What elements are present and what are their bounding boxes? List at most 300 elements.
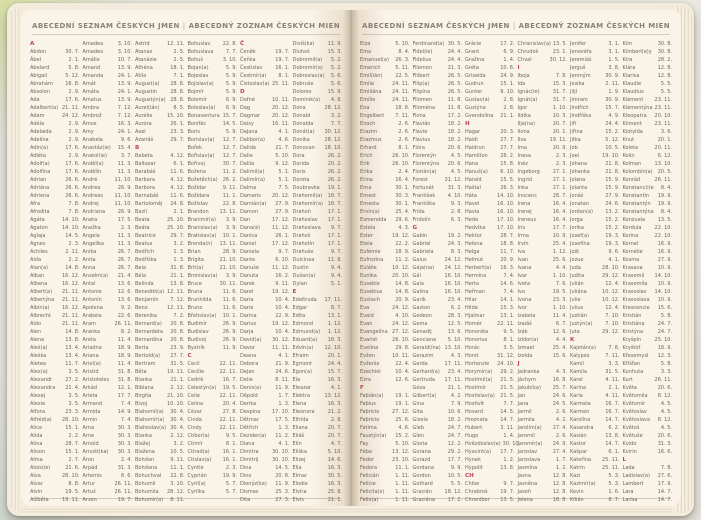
title-slovak: ABECEDNÝ ZOZNAM ČESKÝCH MIEN [188, 22, 341, 30]
nameday-date: 12. 5. [447, 321, 463, 327]
name-text: Konrád [622, 177, 641, 183]
name-text: Johanka [570, 169, 590, 175]
nameday-date: 14. 7. [605, 417, 620, 423]
nameday-date: 16. 2. [275, 273, 290, 279]
name-entry [30, 480, 80, 488]
name-entry [83, 424, 133, 432]
name-text: Faustýn(a) [360, 433, 387, 439]
nameday-date: 28. 7. [552, 193, 568, 199]
nameday-date: 11. 6. [222, 305, 237, 311]
name-entry [518, 344, 568, 352]
name-text: Gizela [412, 417, 428, 423]
name-text: Gerda [412, 361, 428, 367]
name-entry [188, 216, 238, 224]
name-text: Arna [82, 425, 95, 431]
name-text: Jesika [570, 81, 585, 87]
name-entry [465, 352, 515, 360]
name-entry [570, 144, 620, 152]
name-entry [30, 248, 80, 256]
nameday-date: 31. 3. [657, 441, 673, 447]
name-column [413, 40, 463, 504]
name-entry [518, 408, 568, 416]
nameday-date: 30. 11. [219, 281, 237, 287]
name-entry [413, 400, 463, 408]
name-text: Ignát(a) [517, 97, 538, 103]
nameday-date: 30. 10. [502, 441, 521, 447]
nameday-date: 24. 1. [117, 89, 132, 95]
name-text: Drahomil(a) [292, 193, 323, 199]
nameday-date: 26. 7. [117, 249, 132, 255]
name-entry [360, 240, 410, 248]
nameday-date: 15. 7. [327, 369, 342, 375]
name-entry [623, 440, 673, 448]
nameday-date: 30. 10. [272, 449, 290, 455]
nameday-date: 10. 1. [222, 313, 237, 319]
name-entry [360, 248, 410, 256]
name-entry [240, 208, 290, 216]
name-entry [518, 240, 568, 248]
nameday-date: 4. 1. [608, 257, 620, 263]
nameday-date: 3. 10. [222, 57, 237, 63]
name-entry [293, 144, 343, 152]
nameday-date: 30. 12. [272, 337, 290, 343]
nameday-date: 19. 1. [395, 393, 410, 399]
name-text: Areta [82, 337, 96, 343]
name-entry [518, 120, 568, 128]
name-entry [518, 88, 568, 96]
name-entry [83, 80, 133, 88]
name-text: Gudrun [465, 81, 484, 87]
nameday-date: 15. 2. [605, 217, 620, 223]
name-entry [518, 136, 568, 144]
nameday-date: 30. 12. [324, 129, 342, 135]
name-entry [465, 48, 515, 56]
nameday-date: 11. 10. [114, 177, 132, 183]
nameday-date: 2. 12. [170, 433, 185, 439]
name-entry [135, 112, 185, 120]
name-text: Gorana [412, 449, 431, 455]
nameday-date: 10. 9. [657, 281, 673, 287]
nameday-date: 17. 6. [65, 145, 80, 151]
name-entry [465, 232, 515, 240]
name-text: Alexandr [30, 377, 53, 383]
name-entry [135, 64, 185, 72]
name-entry [83, 104, 133, 112]
name-text: Alexej [30, 393, 46, 399]
name-text: Hroznata [465, 417, 488, 423]
name-text: Hugo [465, 433, 479, 439]
name-text: Flavie [412, 129, 428, 135]
name-entry [135, 432, 185, 440]
nameday-date: 14. 5. [500, 409, 515, 415]
name-entry [465, 80, 515, 88]
name-entry [293, 448, 343, 456]
nameday-date: 30. 9. [605, 97, 620, 103]
name-entry [570, 488, 620, 496]
nameday-date: 18. 3. [327, 337, 342, 343]
nameday-date: 16. 7. [605, 401, 620, 407]
name-text: Květa [622, 385, 637, 391]
name-entry [135, 360, 185, 368]
name-entry [465, 464, 515, 472]
name-text: Ivan [517, 257, 529, 263]
nameday-date: 11. 4. [117, 361, 132, 367]
name-text: Evan [360, 321, 373, 327]
name-text: Edmond [292, 321, 314, 327]
name-text: Filip(a) [412, 81, 430, 87]
nameday-date: 15. 10. [167, 113, 185, 119]
nameday-date: 2. 3. [120, 225, 132, 231]
name-entry [518, 200, 568, 208]
name-entry [83, 480, 133, 488]
name-entry [623, 472, 673, 480]
name-entry [293, 424, 343, 432]
name-text: Andrea [82, 185, 101, 191]
nameday-date: 5. 1. [278, 169, 290, 175]
nameday-date: 16. 4. [552, 201, 568, 207]
nameday-date: 5. 9. [225, 73, 237, 79]
nameday-date: 30. 3. [117, 441, 132, 447]
name-entry [570, 432, 620, 440]
nameday-date: 4. 12. [170, 177, 185, 183]
name-entry [188, 224, 238, 232]
name-entry [30, 120, 80, 128]
nameday-date: 18. 2. [447, 137, 463, 143]
name-entry [293, 344, 343, 352]
name-text: Irvin [517, 241, 529, 247]
nameday-date: 20. 10. [392, 273, 410, 279]
name-entry [570, 152, 620, 160]
nameday-date: 2. 6. [398, 129, 410, 135]
nameday-date: 27. 1. [552, 185, 568, 191]
name-column [360, 40, 410, 504]
name-text: Augustýn(a) [135, 97, 166, 103]
name-entry [465, 384, 515, 392]
name-entry [518, 112, 568, 120]
name-entry [413, 128, 463, 136]
name-text: Edmund(a) [292, 329, 321, 335]
name-entry [465, 208, 515, 216]
nameday-date: 20. 3. [500, 129, 515, 135]
name-text: Darius [240, 321, 257, 327]
name-entry [360, 168, 410, 176]
name-text: Arleta [82, 393, 98, 399]
name-text: Fabián(a) [360, 393, 384, 399]
name-entry [413, 248, 463, 256]
name-entry [240, 488, 290, 496]
name-entry [465, 400, 515, 408]
nameday-date: 26. 10. [392, 337, 410, 343]
name-entry [465, 280, 515, 288]
name-entry [570, 400, 620, 408]
nameday-date: 16. 10. [444, 273, 463, 279]
name-entry [465, 408, 515, 416]
nameday-date: 5. 10. [447, 337, 463, 343]
nameday-date: 12. 6. [395, 377, 410, 383]
name-entry [360, 296, 410, 304]
nameday-date: 1. 12. [327, 329, 342, 335]
name-text: Bořivoj [187, 161, 205, 167]
name-text: Evangelína [360, 329, 388, 335]
nameday-date: 5. 6. [330, 81, 342, 87]
name-entry [360, 288, 410, 296]
nameday-date: 29. 12. [602, 273, 620, 279]
name-entry [135, 152, 185, 160]
name-entry [465, 432, 515, 440]
name-text: Bertold(a) [135, 353, 161, 359]
name-text: Brenda(n) [187, 241, 213, 247]
name-entry [30, 72, 80, 80]
name-entry [413, 432, 463, 440]
name-entry [188, 376, 238, 384]
nameday-date: 4. 5. [660, 401, 673, 407]
name-entry [413, 392, 463, 400]
name-text: Darja [240, 329, 254, 335]
nameday-date: 24. 11. [392, 97, 410, 103]
nameday-date: 25. 10. [654, 337, 673, 343]
title-divider: | [512, 22, 516, 30]
name-text: Amáta [82, 89, 99, 95]
nameday-date: 7. 2. [173, 313, 185, 319]
name-entry [413, 64, 463, 72]
name-entry [570, 232, 620, 240]
name-text: Alen [30, 329, 42, 335]
name-entry [413, 352, 463, 360]
section-letter: B [135, 145, 140, 151]
nameday-date: 4. 3. [450, 353, 463, 359]
name-text: Jenovéfa [570, 49, 592, 55]
nameday-date: 4. 5. [660, 409, 673, 415]
name-entry [83, 320, 133, 328]
name-entry [623, 264, 673, 272]
name-text: Gertruda [412, 377, 435, 383]
nameday-date: 1. 11. [395, 473, 410, 479]
nameday-date: 21. 1. [170, 377, 185, 383]
name-text: Klement [622, 97, 644, 103]
nameday-date: 31. 3. [447, 185, 463, 191]
name-text: Garik [412, 297, 426, 303]
name-text: Erna [360, 185, 372, 191]
name-text: Herta [465, 281, 479, 287]
name-entry [413, 344, 463, 352]
name-text: Erazim [360, 129, 378, 135]
nameday-date: 19. 10. [602, 153, 620, 159]
nameday-date: 19. 7. [275, 49, 290, 55]
name-entry [30, 296, 80, 304]
nameday-date: 11. 12. [272, 225, 290, 231]
name-entry [623, 416, 673, 424]
name-text: Bohuš [187, 57, 203, 63]
nameday-date: 26. 1. [170, 121, 185, 127]
name-entry [413, 200, 463, 208]
nameday-date: 27. 7. [500, 145, 515, 151]
name-entry [623, 216, 673, 224]
name-text: Hana [465, 161, 479, 167]
nameday-date: 24. 6. [552, 393, 568, 399]
name-text: Jindřich [570, 105, 589, 111]
name-text: Jozue [570, 257, 584, 263]
name-text: Inka [517, 185, 529, 191]
name-text: Anselm(a) [82, 273, 108, 279]
name-entry [465, 304, 515, 312]
name-entry [30, 272, 80, 280]
name-entry [413, 408, 463, 416]
name-text: Konzuela [622, 217, 646, 223]
nameday-date: 13. 6. [447, 329, 463, 335]
name-text: Izolda [517, 353, 533, 359]
name-entry [30, 448, 80, 456]
name-entry [570, 216, 620, 224]
name-entry [30, 416, 80, 424]
name-text: Alva [30, 473, 41, 479]
name-entry [83, 168, 133, 176]
name-text: Karel [570, 377, 583, 383]
name-text: Břetislav(a) [187, 313, 217, 319]
name-entry [30, 200, 80, 208]
name-entry [188, 488, 238, 496]
nameday-date: 22. 5. [395, 73, 410, 79]
name-entry [570, 168, 620, 176]
nameday-date: 17. 1. [327, 241, 342, 247]
name-text: Esmeralda [360, 217, 387, 223]
name-text: Ilja(na) [517, 121, 535, 127]
nameday-date: 15. 2. [605, 129, 620, 135]
nameday-date: 7. 11. [395, 113, 410, 119]
name-entry [465, 256, 515, 264]
nameday-date: 8. 11. [275, 377, 290, 383]
name-text: Kašpar [570, 449, 588, 455]
name-text: Eliáš [292, 433, 305, 439]
name-text: Boris [187, 129, 201, 135]
name-text: Jarolím(a) [517, 425, 542, 431]
name-text: Ervín(a) [360, 209, 380, 215]
name-text: Kasandra [570, 425, 594, 431]
nameday-date: 12. 8. [657, 73, 673, 79]
name-text: Anita [82, 257, 96, 263]
name-entry [518, 72, 568, 80]
name-entry [30, 400, 80, 408]
name-text: Eusebie [360, 281, 380, 287]
name-entry [83, 256, 133, 264]
name-entry [413, 176, 463, 184]
nameday-date: 12. 7. [222, 137, 237, 143]
name-entry [518, 320, 568, 328]
name-entry [83, 160, 133, 168]
nameday-date: 20. 12. [272, 113, 290, 119]
name-entry [465, 448, 515, 456]
nameday-date: 6. 10. [275, 257, 290, 263]
name-text: Donalda [292, 121, 314, 127]
name-entry [83, 416, 133, 424]
name-entry [83, 136, 133, 144]
name-entry [30, 424, 80, 432]
name-column [135, 40, 185, 504]
nameday-date: 22. 11. [219, 361, 237, 367]
name-text: Kurt [622, 377, 633, 383]
name-text: Gvendolína [465, 113, 494, 119]
nameday-date: 4. 12. [170, 185, 185, 191]
name-text: Eusebius [360, 289, 383, 295]
name-entry [413, 216, 463, 224]
nameday-date: 16. 9. [657, 241, 673, 247]
nameday-date: 25. 3. [275, 489, 290, 495]
name-text: Atila [135, 73, 147, 79]
name-entry [413, 104, 463, 112]
name-entry [83, 120, 133, 128]
name-text: Kamila [570, 369, 587, 375]
name-text: Krasoslav [622, 289, 647, 295]
nameday-date: 10. 12. [602, 289, 620, 295]
name-entry [188, 464, 238, 472]
name-entry [360, 400, 410, 408]
nameday-date: 10. 4. [275, 305, 290, 311]
name-text: Hostimil(a) [465, 377, 493, 383]
name-entry [240, 240, 290, 248]
nameday-date: 14. 7. [657, 497, 673, 503]
name-entry [518, 48, 568, 56]
name-text: Karmela [570, 401, 591, 407]
nameday-date: 1. 11. [395, 489, 410, 495]
name-text: Aram [82, 321, 96, 327]
nameday-date: 15. 9. [605, 185, 620, 191]
nameday-date: 11. 12. [272, 265, 290, 271]
name-text: Berta [135, 345, 149, 351]
nameday-date: 25. 6. [395, 417, 410, 423]
nameday-date: 4. 9. [608, 113, 620, 119]
name-text: Ivona [517, 297, 532, 303]
name-entry [240, 328, 290, 336]
name-text: Chrudoš [517, 49, 539, 55]
name-text: Jolana [570, 177, 586, 183]
nameday-date: 7. 7. [330, 121, 342, 127]
name-text: Gunter [465, 89, 483, 95]
name-entry [83, 64, 133, 72]
name-entry [240, 104, 290, 112]
name-entry [518, 296, 568, 304]
name-entry [293, 400, 343, 408]
name-entry [30, 232, 80, 240]
name-entry [30, 360, 80, 368]
nameday-date: 13. 5. [500, 497, 515, 503]
name-text: Gabriela [412, 249, 434, 255]
name-entry [413, 488, 463, 496]
name-entry [360, 96, 410, 104]
name-column [465, 40, 521, 504]
name-entry [623, 200, 673, 208]
name-text: Amálie [82, 57, 100, 63]
name-text: Donát(a) [292, 129, 315, 135]
name-entry [518, 416, 568, 424]
name-entry [570, 264, 620, 272]
name-entry [188, 88, 238, 96]
name-text: Evald [360, 313, 374, 319]
nameday-date: 2. 11. [605, 81, 620, 87]
nameday-date: 4. 3. [398, 225, 410, 231]
nameday-date: 30. 4. [170, 409, 185, 415]
nameday-date: 8. 6. [120, 473, 132, 479]
name-text: Daniela [240, 249, 260, 255]
nameday-date: 1. 2. [555, 465, 568, 471]
name-text: Božena [187, 169, 206, 175]
name-text: Julius [570, 305, 584, 311]
name-entry [570, 416, 620, 424]
name-entry [623, 432, 673, 440]
nameday-date: 7. 9. [450, 401, 463, 407]
nameday-date: 5. 10. [395, 41, 410, 47]
nameday-date: 16. 3. [500, 265, 515, 271]
nameday-date: 16. 10. [444, 281, 463, 287]
name-text: Doubravka [292, 185, 320, 191]
